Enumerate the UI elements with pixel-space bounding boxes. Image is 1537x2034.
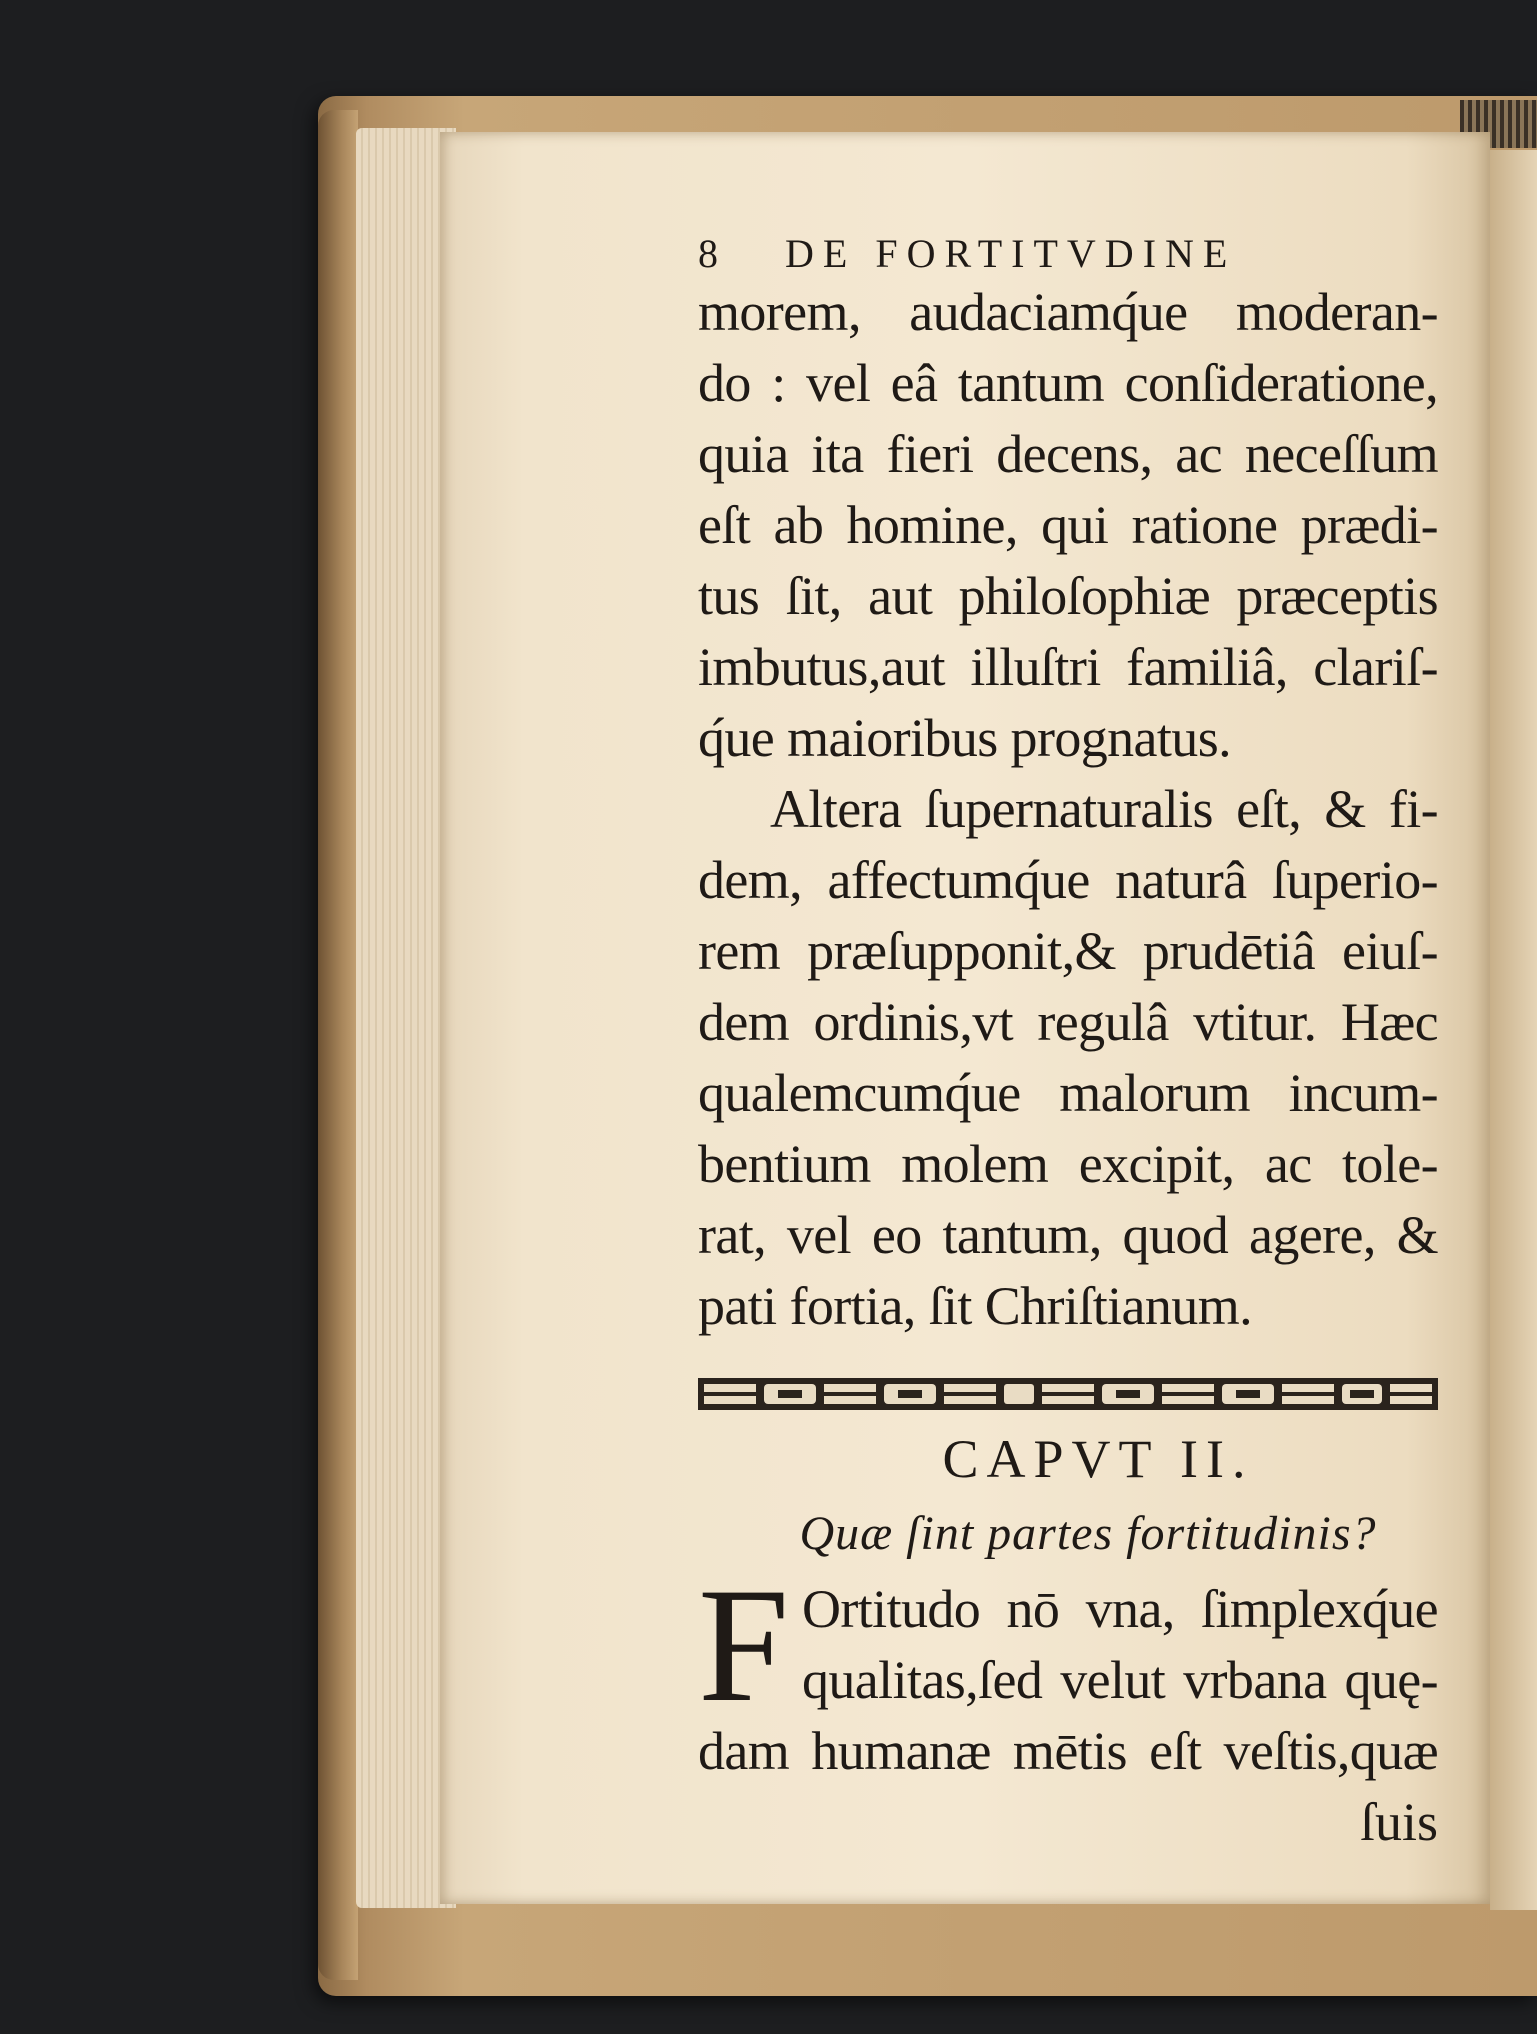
text-line: Ortitudo nō vna, ſimplexq́ue — [802, 1579, 1438, 1639]
facing-page-edge — [1490, 150, 1537, 1910]
catchword: ſuis — [1359, 1792, 1438, 1852]
text-line: bentium molem excipit, ac tole- — [698, 1134, 1438, 1194]
text-line: dem ordinis,vt regulâ vtitur. Hæc — [698, 992, 1438, 1052]
running-title: DE FORTITVDINE — [785, 231, 1237, 276]
text-line: pati fortia, ſit Chriſtianum. — [698, 1276, 1253, 1336]
running-head — [698, 215, 1438, 277]
paragraph-2 — [698, 774, 1438, 1342]
book-spine-edge — [318, 110, 358, 1980]
text-line: quia ita fieri decens, ac neceſſum — [698, 424, 1438, 484]
chapter-subtitle: Quæ ſint partes fortitudinis? — [799, 1507, 1377, 1560]
chapter-heading: CAPVT II. — [942, 1429, 1254, 1489]
text-line: morem, audaciamq́ue moderan- — [698, 282, 1438, 342]
text-line: qualitas,ſed velut vrbana quę- — [802, 1650, 1438, 1710]
text-line: qualemcumq́ue malorum incum- — [698, 1063, 1438, 1123]
text-block — [698, 215, 1438, 1857]
text-line: q́ue maioribus prognatus. — [698, 708, 1232, 768]
text-line: eſt ab homine, qui ratione prædi- — [698, 495, 1438, 555]
text-line: Altera ſupernaturalis eſt, & fi- — [770, 779, 1438, 839]
text-line: rem præſupponit,& prudētiâ eiuſ- — [698, 921, 1438, 981]
text-line: do : vel eâ tantum conſideratione, — [698, 353, 1438, 413]
text-line: dam humanæ mētis eſt veſtis,quæ — [698, 1721, 1438, 1781]
text-line: imbutus,aut illuſtri familiâ, clariſ- — [698, 637, 1438, 697]
text-line: tus ſit, aut philoſophiæ præceptis — [698, 566, 1438, 626]
drop-cap: F — [698, 1555, 790, 1736]
text-line: rat, vel eo tantum, quod agere, & — [698, 1205, 1438, 1265]
ornamental-rule — [698, 1372, 1438, 1416]
page-number: 8 — [698, 231, 727, 276]
text-line: dem, affectumq́ue naturâ ſuperio- — [698, 850, 1438, 910]
ornament-band-icon — [698, 1372, 1438, 1416]
paragraph-1 — [698, 277, 1438, 774]
paragraph-3 — [698, 1555, 1438, 1787]
